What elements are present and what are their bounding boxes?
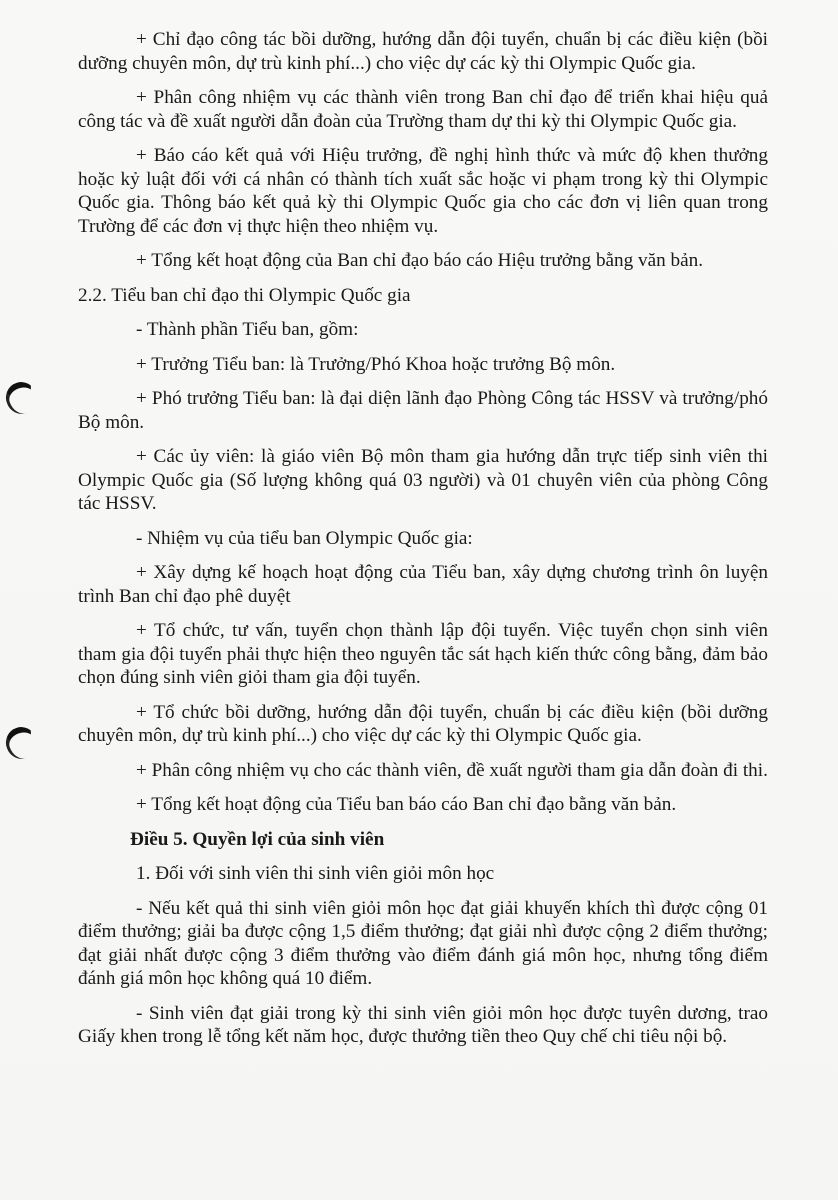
paragraph: + Tổng kết hoạt động của Ban chỉ đạo báo cáo Hiệu trưởng bằng văn bản.	[136, 250, 704, 271]
paragraph: + Chỉ đạo công tác bồi dưỡng, hướng dẫn đội tuyển, chuẩn bị các điều kiện (bồi dưỡng chuyên môn, dự trù kinh phí...) cho việc dự các kỳ thi Olympic Quốc gia.	[78, 29, 768, 74]
paragraph: + Trưởng Tiểu ban: là Trưởng/Phó Khoa hoặc trưởng Bộ môn.	[136, 353, 616, 375]
paragraph: + Tổ chức bồi dưỡng, hướng dẫn đội tuyển, chuẩn bị các điều kiện (bồi dưỡng chuyên môn, dự trù kinh phí...) cho việc dự các kỳ thi Olympic Quốc gia.	[78, 701, 768, 746]
paragraph: + Phó trưởng Tiểu ban: là đại diện lãnh đạo Phòng Công tác HSSV và trưởng/phó Bộ môn.	[78, 388, 768, 433]
paragraph: - Sinh viên đạt giải trong kỳ thi sinh viên giỏi môn học được tuyên dương, trao Giấy khen trong lễ tổng kết năm học, được thưởng tiền theo Quy chế chi tiêu nội bộ.	[78, 1002, 768, 1047]
section-heading: 2.2. Tiểu ban chỉ đạo thi Olympic Quốc gia	[78, 284, 411, 306]
article-heading: Điều 5. Quyền lợi của sinh viên	[130, 828, 385, 850]
punch-hole-mark	[1, 723, 41, 764]
paragraph: + Tổng kết hoạt động của Tiểu ban báo cáo Ban chỉ đạo bằng văn bản.	[136, 794, 677, 815]
paragraph: - Thành phần Tiểu ban, gồm:	[136, 319, 359, 340]
paragraph: + Báo cáo kết quả với Hiệu trưởng, đề nghị hình thức và mức độ khen thưởng hoặc kỷ luật đối với cá nhân có thành tích xuất sắc hoặc vi phạm trong kỳ thi Olympic Quốc gia. Thông báo kết quả kỳ thi Olympic Quốc gia cho các đơn vị liên quan trong Trường để các đơn vị thực hiện theo nhiệm vụ.	[78, 145, 768, 237]
paragraph: + Các ủy viên: là giáo viên Bộ môn tham gia hướng dẫn trực tiếp sinh viên thi Olympic Quốc gia (Số lượng không quá 03 người) và 01 chuyên viên của phòng Công tác HSSV.	[78, 446, 768, 514]
paragraph: + Phân công nhiệm vụ các thành viên trong Ban chỉ đạo để triển khai hiệu quả công tác và đề xuất người dẫn đoàn của Trường tham dự thi kỳ thi Olympic Quốc gia.	[78, 87, 768, 132]
punch-hole-mark	[1, 378, 41, 419]
paragraph: - Nhiệm vụ của tiểu ban Olympic Quốc gia:	[136, 527, 473, 549]
paragraph: - Nếu kết quả thi sinh viên giỏi môn học đạt giải khuyến khích thì được cộng 01 điểm thưởng; giải ba được cộng 1,5 điểm thưởng; đạt giải nhì được cộng 2 điểm thưởng; đạt giải nhất được cộng 3 điểm thưởng vào điểm đánh giá môn học, nhưng tổng điểm đánh giá môn học không quá 10 điểm.	[78, 897, 768, 989]
paragraph: + Xây dựng kế hoạch hoạt động của Tiểu ban, xây dựng chương trình ôn luyện trình Ban chỉ đạo phê duyệt	[78, 562, 768, 607]
paragraph: + Phân công nhiệm vụ cho các thành viên, đề xuất người tham gia dẫn đoàn đi thi.	[136, 759, 768, 781]
paragraph: + Tổ chức, tư vấn, tuyển chọn thành lập đội tuyển. Việc tuyển chọn sinh viên tham gia đội tuyển phải thực hiện theo nguyên tắc sát hạch kiến thức công bằng, đảm bảo chọn đúng sinh viên giỏi tham gia đội tuyển.	[78, 620, 768, 688]
document-body	[78, 28, 768, 1060]
paragraph: 1. Đối với sinh viên thi sinh viên giỏi môn học	[136, 863, 495, 884]
